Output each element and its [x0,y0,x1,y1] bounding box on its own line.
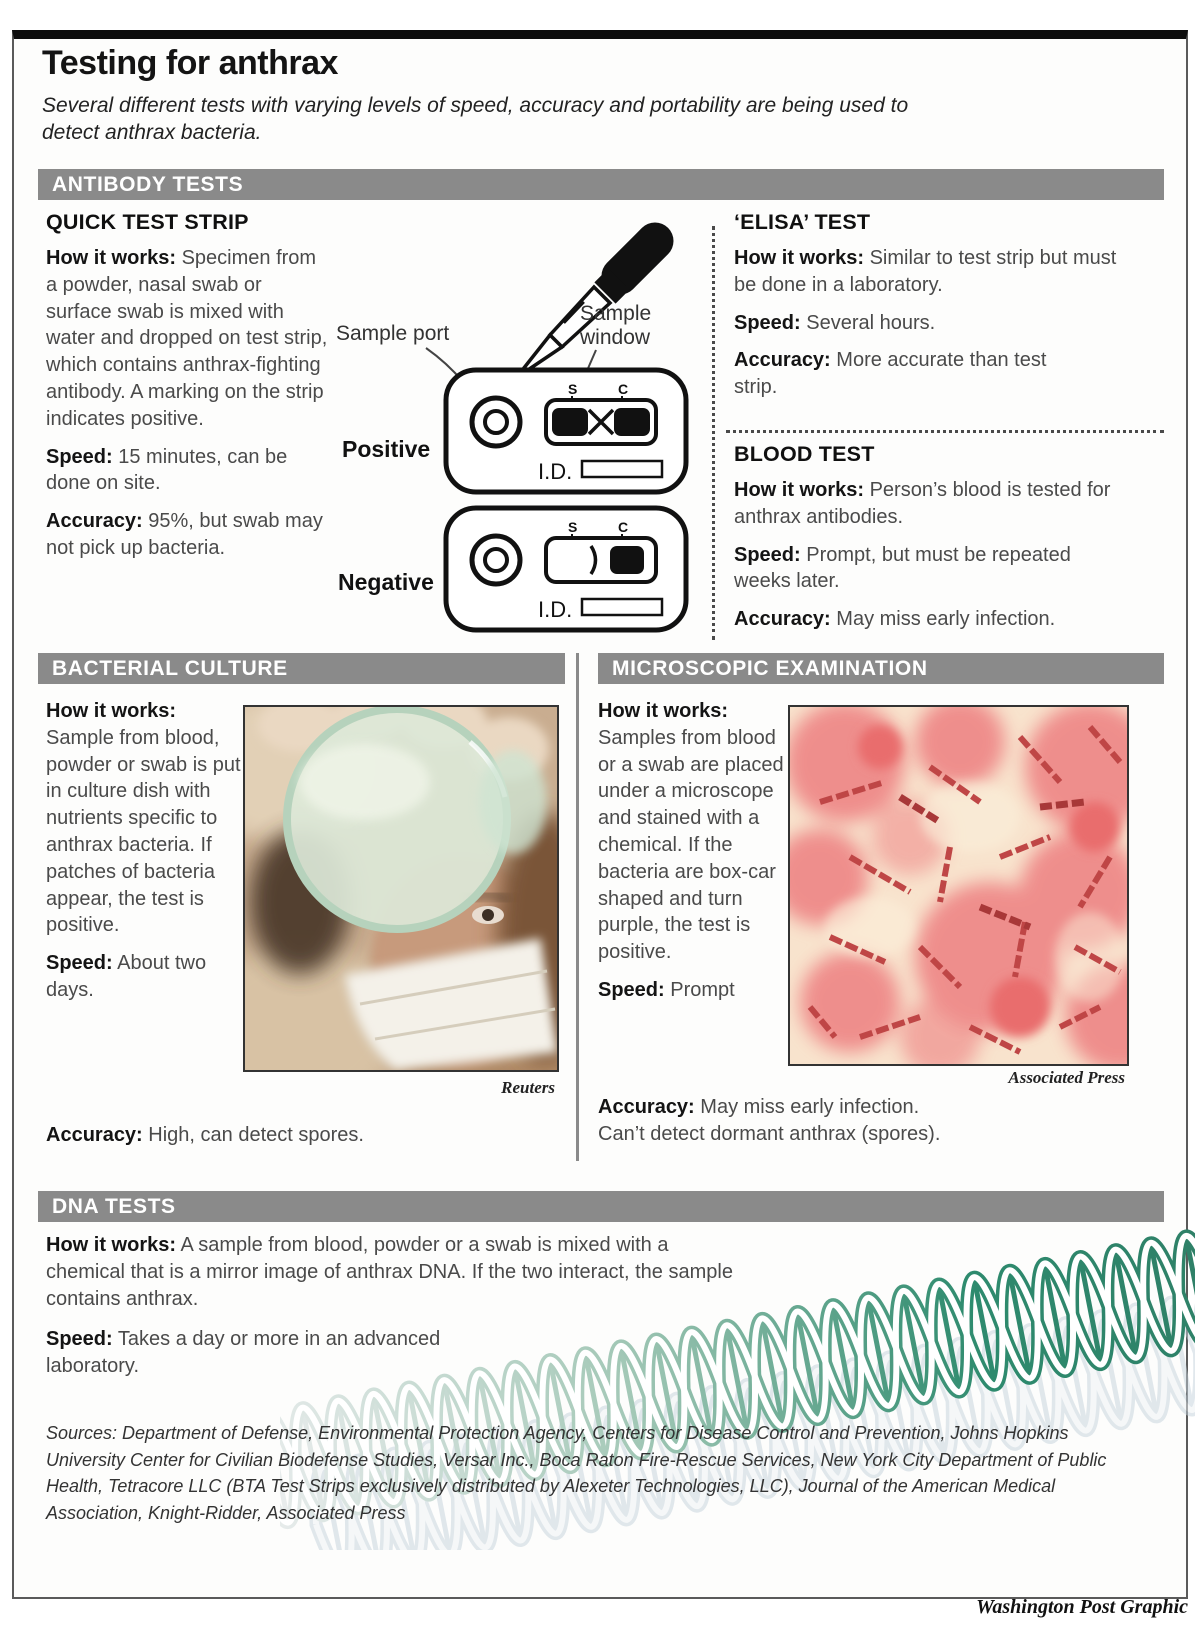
blood-test-column [734,442,1119,644]
section-header-antibody-tests: ANTIBODY TESTS [38,169,1164,200]
petri-dish-photo [243,705,559,1072]
publisher-credit: Washington Post Graphic [976,1596,1188,1618]
negative-label: Negative [338,569,434,595]
blood-speed-paragraph: Speed: Prompt, but must be repeated weeks later. [734,543,1071,593]
id-label: I.D. [538,459,573,484]
page-subtitle: Several different tests with varying levels of speed, accuracy and portability are being used to detect anthrax bacteria. [42,94,909,145]
elisa-how-paragraph: How it works: Similar to test strip but must be done in a laboratory. [734,247,1117,296]
bacterial-how-paragraph: How it works: Sample from blood, powder or swab is put in culture dish with nutrients specific to anthrax bacteria. If patches of bacteria appear, the test is positive. [46,700,241,937]
microscopic-speed-paragraph: Speed: Prompt [598,978,735,1001]
bacterial-accuracy-paragraph: Accuracy: High, can detect spores. [46,1124,364,1146]
blood-how-paragraph: How it works: Person’s blood is tested for anthrax antibodies. [734,479,1111,528]
dna-tests-column [46,1232,746,1391]
test-strip-diagram [328,220,712,644]
page-title: Testing for anthrax [42,44,338,82]
quick-test-strip-column [46,210,328,573]
sample-port-label: Sample port [336,322,450,345]
microscopic-accuracy-paragraph: Accuracy: May miss early infection. Can’t detect dormant anthrax (spores). [598,1096,941,1145]
sample-window-label-1: Sample [580,302,652,325]
dotted-row-separator [726,430,1164,433]
elisa-test-column [734,210,1119,412]
id-label: I.D. [538,597,573,622]
photo-credit-ap: Associated Press [1008,1068,1125,1087]
blood-test-title: BLOOD TEST [734,442,875,466]
elisa-accuracy-paragraph: Accuracy: More accurate than test strip. [734,349,1047,399]
elisa-speed-paragraph: Speed: Several hours. [734,311,936,334]
section-header-dna-tests: DNA TESTS [38,1191,1164,1222]
microscopic-how-paragraph: How it works: Samples from blood or a swab are placed under a microscope and stained with a chemical. If the bacteria are box-car shaped and turn purple, the test is positive. [598,700,784,964]
bacterial-speed-paragraph: Speed: About two days. [46,952,207,1001]
positive-cassette [446,370,686,492]
section-divider [576,653,579,1161]
test-strip-illustration [328,220,712,644]
dna-how-paragraph: How it works: A sample from blood, powder or a swab is mixed with a chemical that is a mirror image of anthrax DNA. If the two interact, the sample contains anthrax. [46,1234,733,1310]
positive-label: Positive [342,436,431,462]
micrograph-photo [788,705,1129,1066]
sources-text: Sources: Department of Defense, Environmental Protection Agency, Centers for Disease Control and Prevention, Johns Hopkins University Center for Civilian Biodefense Studies, Versar Inc., Boca Raton Fire-Rescue Services, New York City Department of Public Health, Tetracore LLC (BTA Test Strips exclusively distributed by Alexeter Technologies, LLC), Journal of the American Medical Association, Knight-Ridder, Associated Press [46,1423,1107,1523]
c-mark: C [618,519,629,535]
quick-speed-paragraph: Speed: 15 minutes, can be done on site. [46,445,288,495]
section-header-microscopic-examination: MICROSCOPIC EXAMINATION [598,653,1164,684]
quick-how-paragraph: How it works: Specimen from a powder, nasal swab or surface swab is mixed with water and dropped on test strip, which contains anthrax-fighting antibody. A marking on the strip indicates positive. [46,247,328,430]
s-mark: S [568,381,578,397]
dotted-column-separator [712,226,715,640]
microscopic-column [598,698,788,1015]
sample-window-label-2: window [580,326,651,349]
section-header-bacterial-culture: BACTERIAL CULTURE [38,653,565,684]
negative-cassette [446,508,686,630]
quick-test-strip-title: QUICK TEST STRIP [46,210,249,234]
quick-accuracy-paragraph: Accuracy: 95%, but swab may not pick up bacteria. [46,510,323,559]
c-mark: C [618,381,629,397]
elisa-test-title: ‘ELISA’ TEST [734,210,871,234]
photo-credit-reuters: Reuters [501,1078,555,1097]
blood-accuracy-paragraph: Accuracy: May miss early infection. [734,608,1056,631]
dna-speed-paragraph: Speed: Takes a day or more in an advanced laboratory. [46,1328,441,1378]
bacterial-culture-column [46,698,241,1015]
s-mark: S [568,519,578,535]
